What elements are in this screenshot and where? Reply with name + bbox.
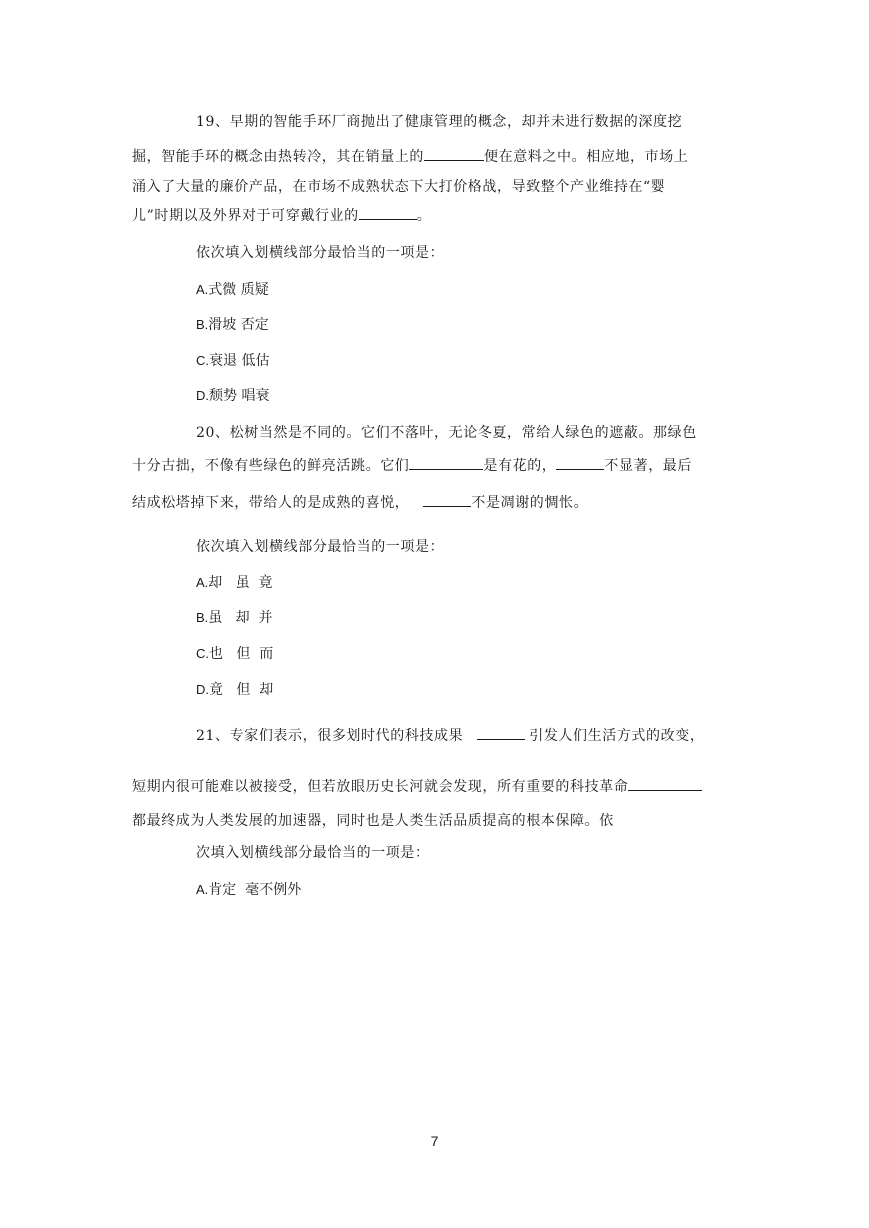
option-text: 虽 却 并: [208, 610, 273, 626]
q21-text: 短期内很可能难以被接受，但若放眼历史长河就会发现，所有重要的科技革命: [132, 779, 629, 795]
option-text: 也 但 而: [209, 646, 274, 662]
q21-text: 次填入划横线部分最恰当的一项是：: [196, 845, 430, 861]
q19-option-d: [196, 386, 269, 406]
q19-line-1: [196, 112, 682, 132]
option-text: 滑坡 否定: [208, 317, 269, 333]
fill-blank: [628, 775, 702, 791]
q19-line-3: [132, 177, 665, 197]
option-letter: D.: [196, 388, 209, 403]
prompt-text: 依次填入划横线部分最恰当的一项是：: [196, 539, 445, 555]
q20-text: 20、松树当然是不同的。它们不落叶，无论冬夏，常给人绿色的遮蔽。那绿色: [196, 425, 697, 441]
option-text: 竟 但 却: [209, 682, 274, 698]
q20-line-1: [196, 423, 697, 443]
q20-text: 不是凋谢的惆怅。: [471, 495, 589, 511]
option-letter: A.: [196, 575, 209, 590]
q19-line-2: [132, 145, 688, 167]
q20-option-a: [196, 573, 273, 593]
q21-line-1: [196, 724, 704, 746]
q20-text: 不显著，最后: [604, 458, 693, 474]
option-text: 颓势 唱衰: [209, 388, 270, 404]
prompt-text: 依次填入划横线部分最恰当的一项是：: [196, 245, 445, 261]
q21-text: 引发人们生活方式的改变，: [529, 728, 705, 744]
option-text: 肯定 毫不例外: [208, 882, 302, 898]
option-text: 式微 质疑: [208, 282, 269, 298]
fill-blank: [477, 724, 525, 740]
q21-line-2: [132, 775, 702, 797]
q19-option-a: [196, 280, 269, 300]
q21-text: 21、专家们表示，很多划时代的科技成果: [196, 728, 464, 744]
option-letter: C.: [196, 353, 209, 368]
option-letter: B.: [196, 317, 209, 332]
option-letter: A.: [196, 882, 209, 897]
fill-blank: [359, 204, 417, 220]
q21-text: 都最终成为人类发展的加速器，同时也是人类生活品质提高的根本保障。依: [132, 813, 614, 829]
q20-option-b: [196, 608, 273, 628]
option-letter: B.: [196, 610, 209, 625]
fill-blank: [556, 454, 604, 470]
q20-text: 十分古拙，不像有些绿色的鲜亮活跳。它们: [132, 458, 410, 474]
q19-text: 涌入了大量的廉价产品，在市场不成熟状态下大打价格战，导致整个产业维持在“婴: [132, 179, 666, 195]
q20-line-2: [132, 454, 692, 476]
option-text: 衰退 低估: [209, 353, 270, 369]
q19-text: 19、早期的智能手环厂商抛出了健康管理的概念，却并未进行数据的深度挖: [196, 114, 683, 130]
q21-line-4: [196, 843, 430, 863]
q19-option-c: [196, 351, 269, 371]
q21-line-3: [132, 811, 614, 831]
q19-option-b: [196, 315, 269, 335]
q21-option-a: [196, 880, 301, 900]
option-letter: A.: [196, 282, 209, 297]
q20-line-3: [132, 491, 588, 513]
q19-text: 便在意料之中。相应地，市场上: [484, 149, 689, 165]
fill-blank: [424, 145, 484, 161]
q20-prompt: [196, 537, 444, 557]
option-letter: C.: [196, 646, 209, 661]
fill-blank: [423, 491, 471, 507]
q20-text: 是有花的，: [483, 458, 557, 474]
q19-line-4: [132, 204, 431, 226]
q19-text: 儿”时期以及外界对于可穿戴行业的: [132, 208, 359, 224]
q20-text: 结成松塔掉下来，带给人的是成熟的喜悦，: [132, 495, 410, 511]
q20-option-d: [196, 680, 273, 700]
option-text: 却 虽 竟: [208, 575, 273, 591]
q19-text: 。: [416, 208, 432, 224]
fill-blank: [409, 454, 483, 470]
page-number: 7: [430, 1133, 439, 1149]
option-letter: D.: [196, 682, 209, 697]
q19-prompt: [196, 243, 444, 263]
q19-text: 掘，智能手环的概念由热转冷，其在销量上的: [132, 149, 424, 165]
q20-option-c: [196, 644, 273, 664]
